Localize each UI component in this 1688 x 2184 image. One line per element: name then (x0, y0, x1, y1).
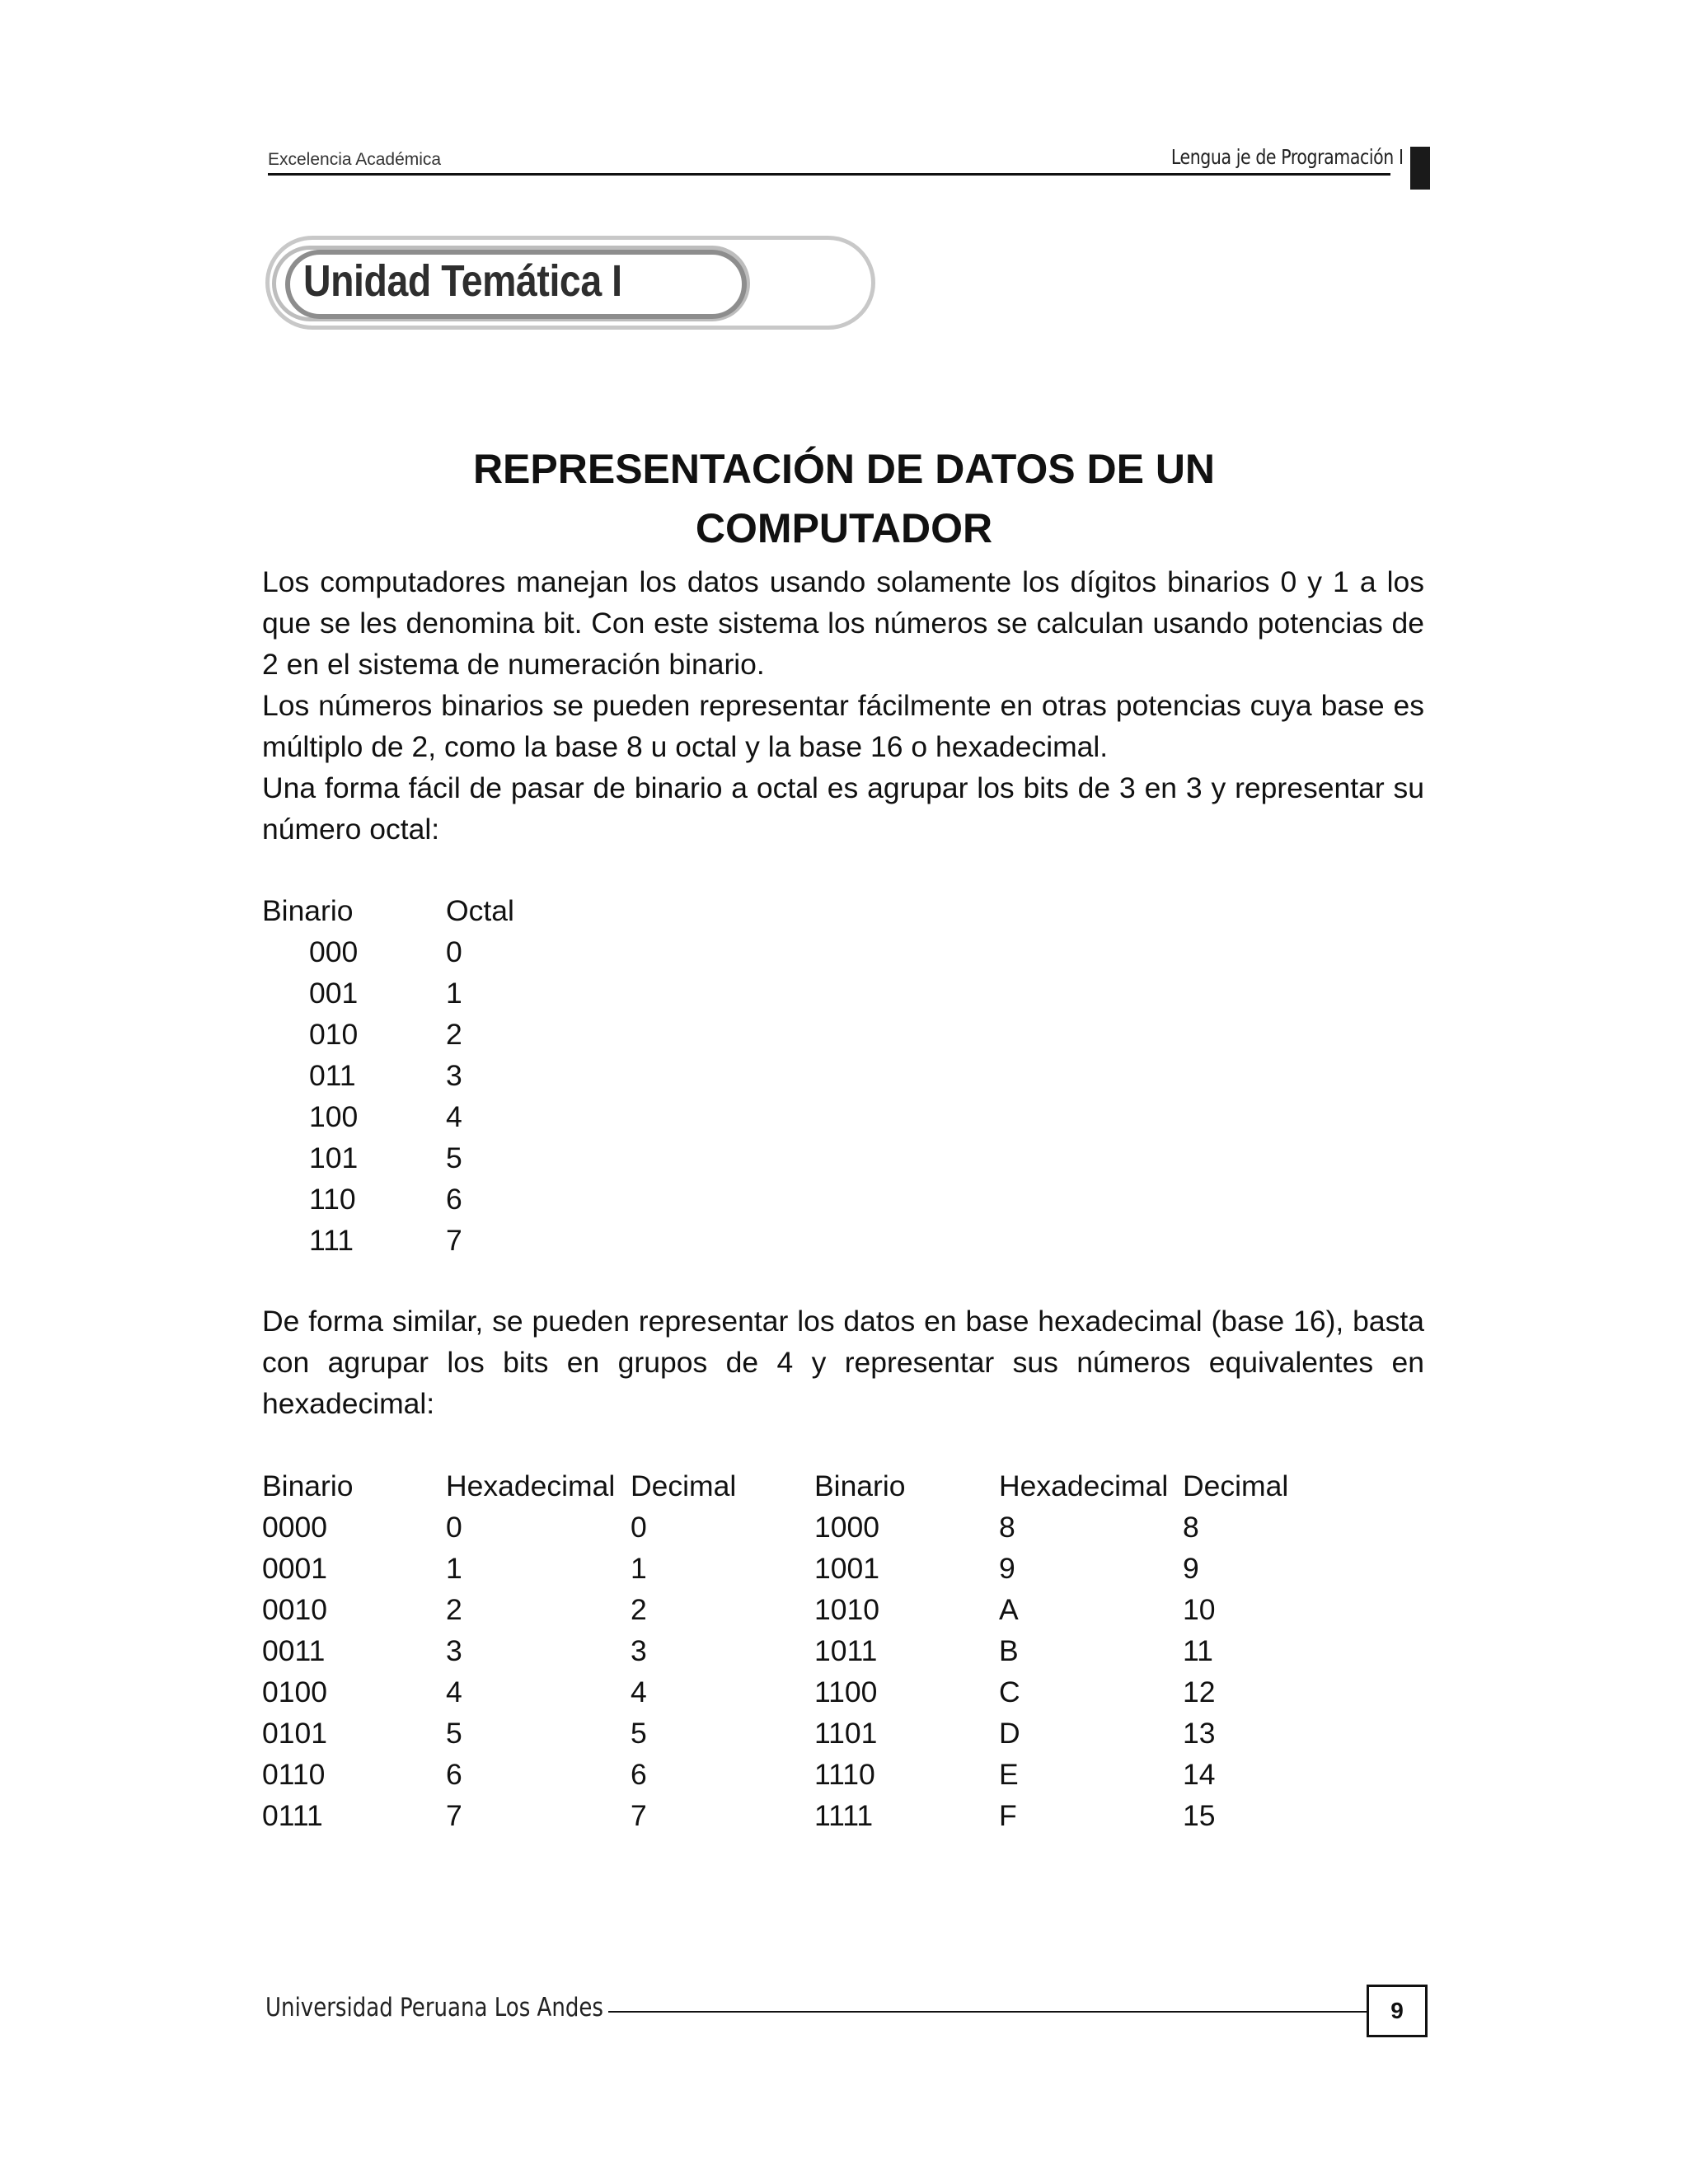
hex-cell: 14 (1183, 1758, 1216, 1791)
hex-cell: 3 (631, 1634, 647, 1667)
hex-cell: 10 (1183, 1593, 1216, 1626)
octal-cell: 111 (309, 1224, 354, 1257)
hex-cell: 2 (446, 1593, 462, 1626)
octal-cell: 1 (446, 977, 462, 1010)
octal-cell: 2 (446, 1018, 462, 1051)
hex-cell: 0010 (262, 1593, 327, 1626)
paragraph-hexadecimal: De forma similar, se pueden representar los datos en base hexadecimal (base 16), basta con agrupar los bits en grupos de 4 y representar sus números equivalentes en hexadecimal: (262, 1305, 1424, 1420)
octal-header-binary: Binario (262, 894, 354, 927)
hex-cell: 4 (631, 1675, 647, 1708)
hex-cell: 1101 (814, 1717, 878, 1750)
octal-cell: 0 (446, 935, 462, 968)
hex-cell: 9 (999, 1552, 1015, 1585)
hex-cell: 0100 (262, 1675, 327, 1708)
hex-cell: 5 (446, 1717, 462, 1750)
hex-cell: E (999, 1758, 1019, 1791)
hex-cell: 0 (446, 1511, 462, 1544)
octal-cell: 100 (309, 1100, 359, 1133)
hex-cell: 0001 (262, 1552, 327, 1585)
hex-cell: 0011 (262, 1634, 326, 1667)
octal-cell: 6 (446, 1183, 462, 1216)
page-title-line-1: REPRESENTACIÓN DE DATOS DE UN (472, 446, 1216, 492)
hex-cell: 15 (1183, 1799, 1216, 1832)
hex-cell: 0111 (262, 1799, 323, 1832)
hex-cell: F (999, 1799, 1017, 1832)
header-block-marker (1410, 147, 1430, 190)
unit-badge-label: Unidad Temática I (303, 256, 622, 306)
hex-cell: 1011 (814, 1634, 878, 1667)
hex-cell: 2 (631, 1593, 647, 1626)
footer-university-name: Universidad Peruana Los Andes (265, 1993, 603, 2022)
hex-cell: 3 (446, 1634, 462, 1667)
hex-cell: 0 (631, 1511, 647, 1544)
octal-cell: 000 (309, 935, 359, 968)
octal-cell: 5 (446, 1141, 462, 1174)
header-right-text: Lengua je de Programación I (1171, 145, 1404, 169)
hex-header-hexadecimal: Hexadecimal (446, 1469, 616, 1502)
hex-cell: 7 (446, 1799, 462, 1832)
hex-cell: A (999, 1593, 1019, 1626)
hex-cell: 0000 (262, 1511, 327, 1544)
hex-cell: 12 (1183, 1675, 1216, 1708)
hex-header-hexadecimal: Hexadecimal (999, 1469, 1169, 1502)
page-number: 9 (1367, 1985, 1428, 2037)
hex-header-decimal: Decimal (1183, 1469, 1289, 1502)
hex-cell: B (999, 1634, 1019, 1667)
hex-cell: 6 (446, 1758, 462, 1791)
hex-cell: 7 (631, 1799, 647, 1832)
octal-cell: 010 (309, 1018, 359, 1051)
hex-cell: 0101 (262, 1717, 327, 1750)
octal-header-octal: Octal (446, 894, 514, 927)
paragraph-octal: Una forma fácil de pasar de binario a octal es agrupar los bits de 3 en 3 y representar su número octal: (262, 771, 1424, 846)
hex-cell: C (999, 1675, 1020, 1708)
hex-cell: 5 (631, 1717, 647, 1750)
hex-header-decimal: Decimal (631, 1469, 737, 1502)
octal-cell: 001 (309, 977, 359, 1010)
octal-cell: 7 (446, 1224, 462, 1257)
hex-cell: 1110 (814, 1758, 875, 1791)
page-title-line-2: COMPUTADOR (695, 505, 993, 551)
octal-cell: 110 (309, 1183, 356, 1216)
hex-cell: 1001 (814, 1552, 879, 1585)
hex-header-binary: Binario (262, 1469, 354, 1502)
hex-header-binary: Binario (814, 1469, 906, 1502)
hex-cell: 1 (631, 1552, 647, 1585)
hex-cell: 1111 (814, 1799, 874, 1832)
hex-cell: 1 (446, 1552, 462, 1585)
hex-cell: 1100 (814, 1675, 878, 1708)
hex-cell: 13 (1183, 1717, 1216, 1750)
hex-cell: 1000 (814, 1511, 879, 1544)
octal-cell: 011 (309, 1059, 356, 1092)
octal-cell: 4 (446, 1100, 462, 1133)
header-rule (268, 173, 1390, 176)
hex-cell: 8 (999, 1511, 1015, 1544)
hex-cell: 0110 (262, 1758, 326, 1791)
header-left-text: Excelencia Académica (268, 150, 442, 169)
hex-cell: 8 (1183, 1511, 1199, 1544)
hex-cell: 6 (631, 1758, 647, 1791)
paragraph-bases: Los números binarios se pueden representar fácilmente en otras potencias cuya base es múltiplo de 2, como la base 8 u octal y la base 16 o hexadecimal. (262, 689, 1424, 763)
hex-cell: D (999, 1717, 1020, 1750)
hex-cell: 4 (446, 1675, 462, 1708)
hex-cell: 9 (1183, 1552, 1199, 1585)
hex-cell: 1010 (814, 1593, 879, 1626)
octal-cell: 3 (446, 1059, 462, 1092)
hex-cell: 11 (1183, 1634, 1213, 1667)
footer-rule (608, 2011, 1367, 2013)
paragraph-intro: Los computadores manejan los datos usando solamente los dígitos binarios 0 y 1 a los que se les denomina bit. Con este sistema los números se calculan usando potencias de 2 en el sistema de numeración binario. (262, 565, 1424, 681)
octal-cell: 101 (309, 1141, 359, 1174)
